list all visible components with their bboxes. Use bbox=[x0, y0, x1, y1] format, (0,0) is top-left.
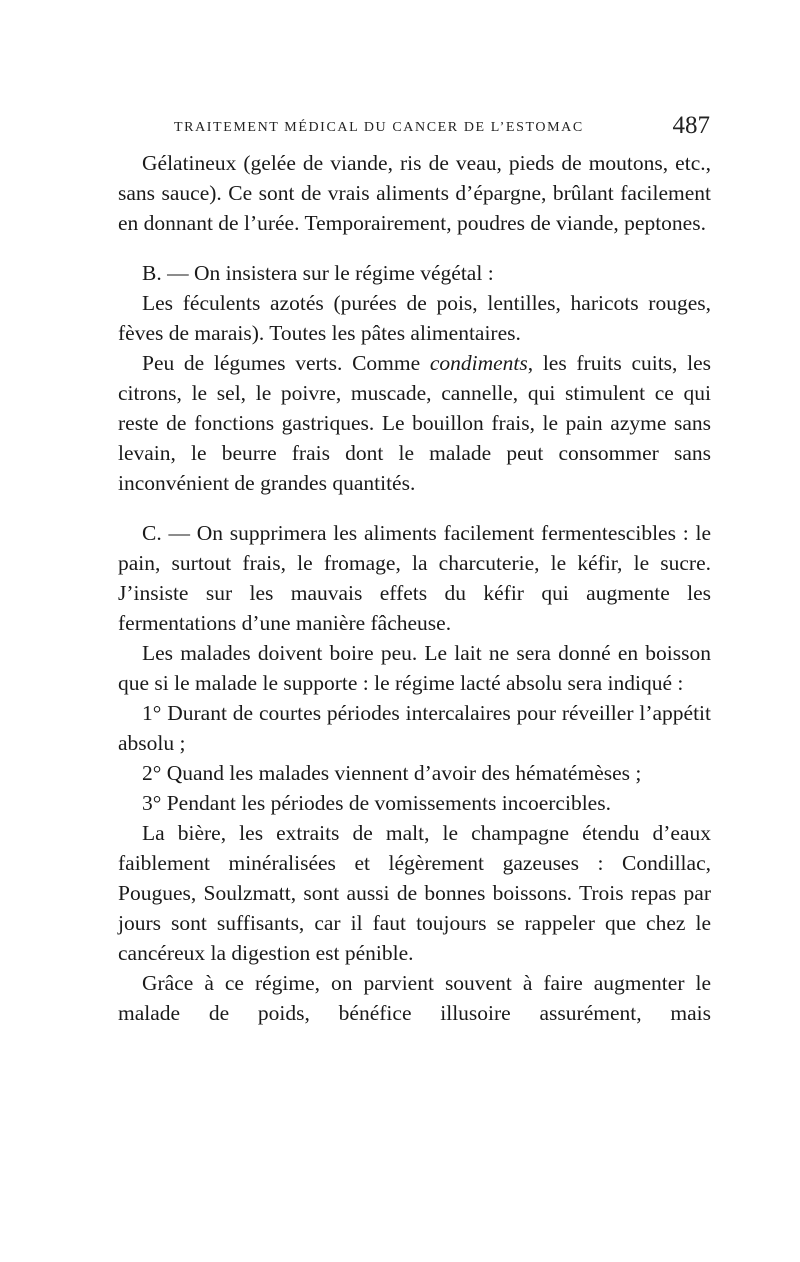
paragraph-legumes bbox=[118, 348, 711, 498]
page-number: 487 bbox=[672, 112, 710, 139]
paragraph-gelatineux: Gélatineux (gelée de viande, ris de veau, pieds de moutons, etc., sans sauce). Ce sont de vrais aliments d’épargne, brûlant facilement en donnant de l’urée. Temporairement, poudres de viande, peptones. bbox=[118, 151, 711, 235]
page-body bbox=[118, 148, 711, 1028]
paragraph-feculents: Les féculents azotés (purées de pois, lentilles, haricots rouges, fèves de marais). Toutes les pâtes alimentaires. bbox=[118, 291, 711, 345]
paragraph-section-b: B. — On insistera sur le régime végétal : bbox=[142, 261, 494, 285]
paragraph-biere: La bière, les extraits de malt, le champagne étendu d’eaux faiblement minéralisées et légèrement gazeuses : Condillac, Pougues, Soulzmatt, sont aussi de bonnes boissons. Trois repas par jours sont suffisants, car il faut toujours se rappeler que chez le cancéreux la digestion est pénible. bbox=[118, 821, 711, 965]
paragraph-grace: Grâce à ce régime, on parvient souvent à faire augmenter le malade de poids, bénéfice illusoire assurément, mais bbox=[118, 971, 711, 1025]
page-header bbox=[174, 112, 710, 142]
list-item-2: 2° Quand les malades viennent d’avoir des hématémèses ; bbox=[142, 761, 642, 785]
legumes-text-start: Peu de légumes verts. Comme bbox=[142, 351, 430, 375]
list-item-1: 1° Durant de courtes périodes intercalaires pour réveiller l’appétit absolu ; bbox=[118, 701, 711, 755]
paragraph-section-c: C. — On supprimera les aliments facilement fermentescibles : le pain, surtout frais, le fromage, la charcuterie, le kéfir, le sucre. J’insiste sur les mauvais effets du kéfir qui augmente les fermentations d’une manière fâcheuse. bbox=[118, 521, 711, 635]
condiments-emphasis: condiments bbox=[429, 351, 528, 375]
legumes-text-end: , les fruits cuits, les citrons, le sel, le poivre, muscade, cannelle, qui stimulent ce qui reste de fonctions gastriques. Le bouillon frais, le pain azyme sans levain, le beurre frais dont le malade peut consommer sans inconvénient de grandes quantités. bbox=[118, 351, 711, 495]
paragraph-boisson: Les malades doivent boire peu. Le lait ne sera donné en boisson que si le malade le supporte : le régime lacté absolu sera indiqué : bbox=[118, 641, 711, 695]
running-title: TRAITEMENT MÉDICAL DU CANCER DE L’ESTOMAC bbox=[174, 120, 584, 135]
list-item-3: 3° Pendant les périodes de vomissements incoercibles. bbox=[142, 791, 611, 815]
